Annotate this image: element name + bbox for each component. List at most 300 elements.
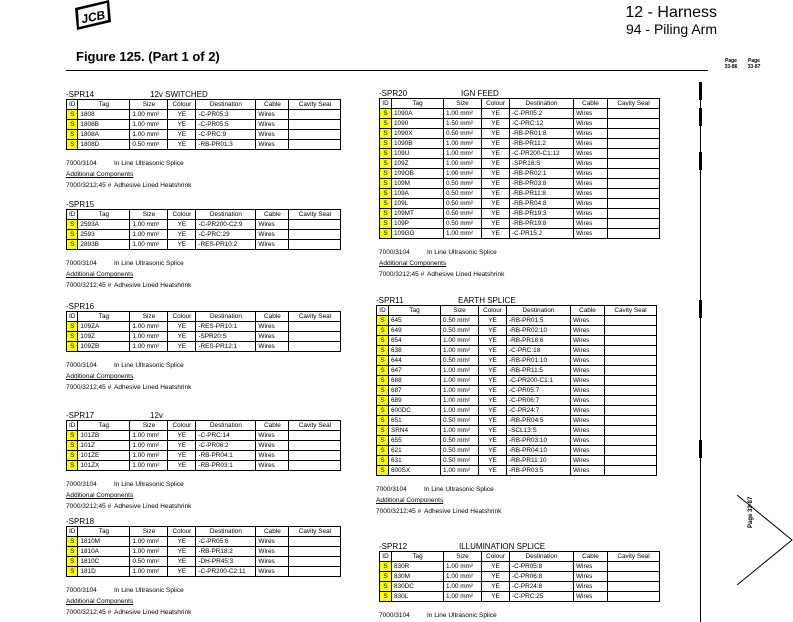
table-cell: Wires (571, 436, 605, 446)
table-row[interactable] (380, 109, 660, 119)
table-cell: Wires (571, 406, 605, 416)
table-cell: S (377, 446, 389, 456)
table-cell: S (380, 562, 392, 572)
column-header: Cavity Seal (605, 306, 657, 316)
table-cell: -RB-PR11:5 (507, 366, 571, 376)
column-header: Destination (196, 100, 256, 110)
table-cell: Wires (574, 149, 608, 159)
table-cell: -C-PRC:29 (196, 230, 256, 240)
table-cell (289, 120, 341, 130)
component-id: -SPR16 (66, 302, 95, 311)
splice-table (66, 99, 341, 150)
table-cell: 1.00 mm² (130, 120, 168, 130)
table-cell: YE (479, 436, 507, 446)
table-cell: -RB-PR04:5 (507, 416, 571, 426)
table-cell (608, 592, 660, 602)
table-cell: YE (479, 406, 507, 416)
table-row[interactable] (67, 230, 341, 240)
table-cell: 0.50 mm² (441, 436, 479, 446)
component-spr11 (376, 296, 657, 517)
splice-code: 7000/3104 (66, 587, 97, 594)
heatshrink-text: Adhesive Lined Heatshrink (427, 271, 505, 278)
table-cell (605, 356, 657, 366)
table-cell: 0.50 mm² (441, 356, 479, 366)
table-cell (289, 451, 341, 461)
heatshrink-note (66, 501, 341, 512)
table-cell (289, 230, 341, 240)
table-cell: -RB-PR03:5 (507, 466, 571, 476)
table-row[interactable] (377, 426, 657, 436)
table-row[interactable] (380, 229, 660, 239)
component-id: -SPR15 (66, 200, 95, 209)
heatshrink-text: Adhesive Lined Heatshrink (114, 609, 192, 616)
heatshrink-text: Adhesive Lined Heatshrink (424, 508, 502, 515)
column-header: Tag (78, 312, 130, 322)
column-header: Cable (574, 552, 608, 562)
splice-table (379, 98, 660, 239)
page-ref-value: 33-87 (747, 64, 761, 70)
column-header: Colour (168, 312, 196, 322)
table-cell: 109GG (392, 229, 444, 239)
table-cell: S (67, 120, 78, 130)
table-header-row (67, 312, 341, 322)
table-row[interactable] (67, 431, 341, 441)
table-cell (608, 209, 660, 219)
table-cell: 600SX (389, 466, 441, 476)
component-id: -SPR18 (66, 517, 95, 526)
table-cell (608, 562, 660, 572)
table-cell: 1.00 mm² (444, 109, 482, 119)
table-row[interactable] (380, 189, 660, 199)
table-row[interactable] (380, 572, 660, 582)
table-cell: YE (482, 592, 510, 602)
additional-components-link[interactable]: Additional Components (376, 497, 444, 504)
column-header: Size (444, 99, 482, 109)
column-header: Colour (168, 421, 196, 431)
table-cell: YE (168, 441, 196, 451)
table-row[interactable] (67, 537, 341, 547)
table-cell: YE (168, 342, 196, 352)
table-cell: 109Z (78, 332, 130, 342)
table-row[interactable] (377, 366, 657, 376)
table-cell: S (377, 436, 389, 446)
table-cell: S (377, 326, 389, 336)
table-cell: 109ZA (78, 322, 130, 332)
table-cell: YE (168, 431, 196, 441)
table-cell: 101ZE (78, 451, 130, 461)
table-cell: 109Z (392, 159, 444, 169)
column-header: Destination (196, 527, 256, 537)
column-header: Cavity Seal (289, 100, 341, 110)
table-cell: -C-PR05:8 (510, 562, 574, 572)
table-cell (605, 396, 657, 406)
component-spr12 (379, 542, 660, 621)
table-cell: 830DC (392, 582, 444, 592)
table-row[interactable] (380, 139, 660, 149)
table-cell: S (380, 139, 392, 149)
table-cell: 645 (389, 316, 441, 326)
table-cell: 1.00 mm² (441, 426, 479, 436)
column-header: Size (130, 100, 168, 110)
table-row[interactable] (380, 159, 660, 169)
page-ref-label: Page (748, 58, 760, 64)
additional-components-link[interactable]: Additional Components (379, 260, 447, 267)
component-id: -SPR12 (379, 542, 408, 551)
table-cell: Wires (571, 346, 605, 356)
additional-components-link[interactable]: Additional Components (66, 492, 134, 499)
table-cell: 1.00 mm² (444, 582, 482, 592)
splice-note (66, 158, 341, 169)
table-cell: YE (482, 109, 510, 119)
column-header: Cable (256, 100, 289, 110)
table-cell: -RB-PR18:6 (507, 336, 571, 346)
component-title (66, 411, 341, 420)
table-row[interactable] (377, 326, 657, 336)
column-header: Cavity Seal (289, 421, 341, 431)
table-header-row (380, 552, 660, 562)
component-subtitle: 12v (150, 411, 163, 420)
table-row[interactable] (67, 120, 341, 130)
table-row[interactable] (67, 110, 341, 120)
table-cell (605, 386, 657, 396)
table-cell: Wires (256, 461, 289, 471)
table-row[interactable] (380, 592, 660, 602)
header-rule (66, 70, 708, 71)
table-cell: YE (479, 426, 507, 436)
splice-note (379, 247, 660, 258)
table-cell: 689 (389, 396, 441, 406)
table-cell: 0.50 mm² (441, 456, 479, 466)
table-cell: 1.00 mm² (444, 572, 482, 582)
table-row[interactable] (380, 209, 660, 219)
table-row[interactable] (377, 396, 657, 406)
component-spr17 (66, 411, 341, 512)
table-cell: -RES-PR10:1 (196, 322, 256, 332)
table-cell: 1.00 mm² (444, 169, 482, 179)
heatshrink-note (66, 180, 341, 191)
table-cell: S (67, 567, 78, 577)
splice-code: 7000/3104 (66, 481, 97, 488)
table-cell (608, 159, 660, 169)
table-cell: Wires (571, 426, 605, 436)
table-cell: YE (482, 129, 510, 139)
table-row[interactable] (67, 220, 341, 230)
component-spr20 (379, 89, 660, 280)
table-cell: -RB-PR04:10 (507, 446, 571, 456)
table-cell: YE (168, 230, 196, 240)
heatshrink-code: 7000/3212;45 # (376, 508, 422, 515)
table-cell: 1.00 mm² (444, 592, 482, 602)
component-spr15 (66, 200, 341, 291)
table-row[interactable] (377, 456, 657, 466)
column-header: ID (67, 312, 78, 322)
table-row[interactable] (67, 547, 341, 557)
table-cell: Wires (571, 466, 605, 476)
table-row[interactable] (380, 582, 660, 592)
additional-components-link[interactable]: Additional Components (66, 271, 134, 278)
splice-code: 7000/3104 (376, 486, 407, 493)
table-cell: Wires (256, 557, 289, 567)
table-cell: Wires (571, 336, 605, 346)
column-header: Destination (510, 99, 574, 109)
table-cell: 1090A (392, 109, 444, 119)
table-cell: 109MT (392, 209, 444, 219)
page-ref-1[interactable] (722, 58, 740, 70)
additional-components-link[interactable]: Additional Components (66, 598, 134, 605)
table-cell: S (67, 547, 78, 557)
table-cell: 688 (389, 376, 441, 386)
table-row[interactable] (67, 240, 341, 250)
table-cell: YE (168, 557, 196, 567)
table-cell: S (377, 426, 389, 436)
table-row[interactable] (380, 119, 660, 129)
table-cell (605, 326, 657, 336)
table-cell: S (67, 240, 78, 250)
table-cell: 109L (392, 199, 444, 209)
table-row[interactable] (380, 129, 660, 139)
table-cell: S (67, 140, 78, 150)
table-cell: Wires (571, 446, 605, 456)
table-row[interactable] (67, 342, 341, 352)
column-header: Destination (510, 552, 574, 562)
table-cell (605, 366, 657, 376)
table-cell (289, 140, 341, 150)
table-cell (289, 461, 341, 471)
table-cell (289, 547, 341, 557)
table-row[interactable] (377, 416, 657, 426)
table-cell: S (380, 199, 392, 209)
table-cell: 0.50 mm² (441, 326, 479, 336)
table-cell: Wires (256, 140, 289, 150)
table-cell: YE (482, 209, 510, 219)
column-header: Tag (392, 99, 444, 109)
table-cell: Wires (571, 386, 605, 396)
table-cell: -C-PRC:12 (510, 119, 574, 129)
table-cell: S (377, 366, 389, 376)
table-cell: YE (479, 416, 507, 426)
table-cell: 830M (392, 572, 444, 582)
table-cell (289, 240, 341, 250)
page-ref-value: 33-86 (724, 64, 738, 70)
additional-components-link[interactable]: Additional Components (66, 373, 134, 380)
table-cell (605, 436, 657, 446)
column-header: Colour (168, 100, 196, 110)
table-cell: 0.50 mm² (441, 446, 479, 456)
table-cell: S (377, 406, 389, 416)
table-cell (608, 229, 660, 239)
table-cell: -RB-PR11:8 (510, 189, 574, 199)
table-cell: -RB-PR01:3 (196, 140, 256, 150)
table-cell: Wires (571, 356, 605, 366)
table-cell: YE (168, 140, 196, 150)
column-header: ID (67, 100, 78, 110)
page-tab-arrow[interactable] (736, 495, 793, 585)
table-cell: 1.00 mm² (130, 441, 168, 451)
table-cell: 1.00 mm² (130, 431, 168, 441)
table-row[interactable] (67, 332, 341, 342)
table-cell: S (67, 557, 78, 567)
table-cell: -C-PR05:7 (507, 386, 571, 396)
table-row[interactable] (67, 322, 341, 332)
table-cell: S (67, 431, 78, 441)
table-cell: YE (479, 326, 507, 336)
table-cell: S (380, 582, 392, 592)
table-cell: Wires (574, 159, 608, 169)
column-header: Cable (256, 421, 289, 431)
table-row[interactable] (380, 219, 660, 229)
table-cell: 1.50 mm² (444, 119, 482, 129)
table-cell: S (377, 376, 389, 386)
heatshrink-text: Adhesive Lined Heatshrink (114, 503, 192, 510)
table-row[interactable] (377, 356, 657, 366)
table-cell: Wires (256, 537, 289, 547)
table-cell: -C-PR24:7 (507, 406, 571, 416)
table-cell: 1.00 mm² (130, 547, 168, 557)
table-cell: Wires (574, 582, 608, 592)
table-cell: 0.50 mm² (444, 189, 482, 199)
table-cell: 1808 (78, 110, 130, 120)
margin-marker (699, 82, 702, 100)
table-cell: -RB-PR03:8 (510, 179, 574, 189)
table-cell: -RB-PR11:2 (510, 139, 574, 149)
table-row[interactable] (380, 169, 660, 179)
table-cell: 0.50 mm² (444, 179, 482, 189)
table-cell (289, 441, 341, 451)
column-header: Cable (256, 312, 289, 322)
page-ref-2[interactable] (745, 58, 763, 70)
table-cell (289, 332, 341, 342)
table-cell: -RB-PR19:3 (510, 209, 574, 219)
splice-note (376, 484, 657, 495)
table-header-row (67, 527, 341, 537)
splice-text: In Line Ultrasonic Splice (427, 249, 497, 256)
heatshrink-note (66, 280, 341, 291)
table-row[interactable] (377, 446, 657, 456)
column-header: ID (67, 421, 78, 431)
table-row[interactable] (380, 199, 660, 209)
table-row[interactable] (377, 316, 657, 326)
table-cell: -RB-PR11:10 (507, 456, 571, 466)
harness-title: 12 - Harness (625, 4, 717, 21)
table-cell: S (377, 386, 389, 396)
table-cell: S (67, 537, 78, 547)
table-cell: 1810M (78, 537, 130, 547)
table-cell: -SPR16:S (510, 159, 574, 169)
splice-text: In Line Ultrasonic Splice (114, 362, 184, 369)
table-row[interactable] (67, 567, 341, 577)
table-cell: YE (479, 376, 507, 386)
component-title (376, 296, 657, 305)
splice-table (66, 209, 341, 250)
table-row[interactable] (377, 436, 657, 446)
table-row[interactable] (377, 376, 657, 386)
splice-code: 7000/3104 (379, 249, 410, 256)
additional-components-link[interactable]: Additional Components (66, 171, 134, 178)
table-cell: YE (168, 240, 196, 250)
table-cell: S (377, 456, 389, 466)
table-cell: S (380, 219, 392, 229)
table-cell: YE (168, 567, 196, 577)
table-row[interactable] (377, 386, 657, 396)
table-cell: 101ZX (78, 461, 130, 471)
table-cell: 1090B (392, 139, 444, 149)
svg-text:JCB: JCB (80, 7, 107, 27)
component-title (66, 517, 341, 526)
table-cell (289, 220, 341, 230)
table-cell: YE (479, 346, 507, 356)
component-title (66, 302, 341, 311)
table-cell: 621 (389, 446, 441, 456)
table-cell: 649 (389, 326, 441, 336)
table-cell: YE (482, 169, 510, 179)
table-cell: S (377, 396, 389, 406)
table-row[interactable] (380, 179, 660, 189)
table-cell (605, 426, 657, 436)
table-row[interactable] (67, 557, 341, 567)
column-header: Size (130, 210, 168, 220)
table-cell: S (67, 461, 78, 471)
table-cell: -C-PR06:2 (196, 441, 256, 451)
table-row[interactable] (377, 406, 657, 416)
splice-table (66, 311, 341, 352)
table-row[interactable] (377, 346, 657, 356)
column-header: Cavity Seal (289, 210, 341, 220)
table-row[interactable] (377, 336, 657, 346)
table-cell (289, 557, 341, 567)
component-id: -SPR14 (66, 90, 95, 99)
table-cell: Wires (571, 326, 605, 336)
table-cell: 101Z (78, 441, 130, 451)
component-title (66, 90, 341, 99)
column-header: Cavity Seal (289, 527, 341, 537)
margin-marker (699, 440, 702, 458)
table-row[interactable] (67, 461, 341, 471)
table-cell: YE (482, 159, 510, 169)
column-header: Cable (256, 210, 289, 220)
table-cell: Wires (574, 592, 608, 602)
table-cell: S (377, 316, 389, 326)
table-row[interactable] (67, 130, 341, 140)
table-cell: Wires (574, 169, 608, 179)
table-row[interactable] (67, 441, 341, 451)
splice-table (376, 305, 657, 476)
harness-subtitle: 94 - Piling Arm (625, 21, 717, 37)
table-row[interactable] (380, 149, 660, 159)
table-cell: 1.00 mm² (441, 406, 479, 416)
table-cell: 1808B (78, 120, 130, 130)
column-header: ID (380, 552, 392, 562)
column-header: Colour (482, 99, 510, 109)
table-row[interactable] (67, 140, 341, 150)
table-cell: YE (168, 120, 196, 130)
heatshrink-note (66, 382, 341, 393)
table-cell: YE (482, 199, 510, 209)
table-row[interactable] (377, 466, 657, 476)
table-cell: Wires (571, 456, 605, 466)
table-cell: 2593A (78, 220, 130, 230)
table-cell: 1.00 mm² (130, 220, 168, 230)
table-cell: YE (479, 316, 507, 326)
column-header: Colour (479, 306, 507, 316)
table-cell: YE (479, 386, 507, 396)
table-cell: Wires (574, 562, 608, 572)
table-cell: S (380, 189, 392, 199)
table-cell (605, 456, 657, 466)
table-row[interactable] (67, 451, 341, 461)
table-row[interactable] (380, 562, 660, 572)
table-cell (289, 322, 341, 332)
heatshrink-code: 7000/3212;45 # (66, 282, 112, 289)
